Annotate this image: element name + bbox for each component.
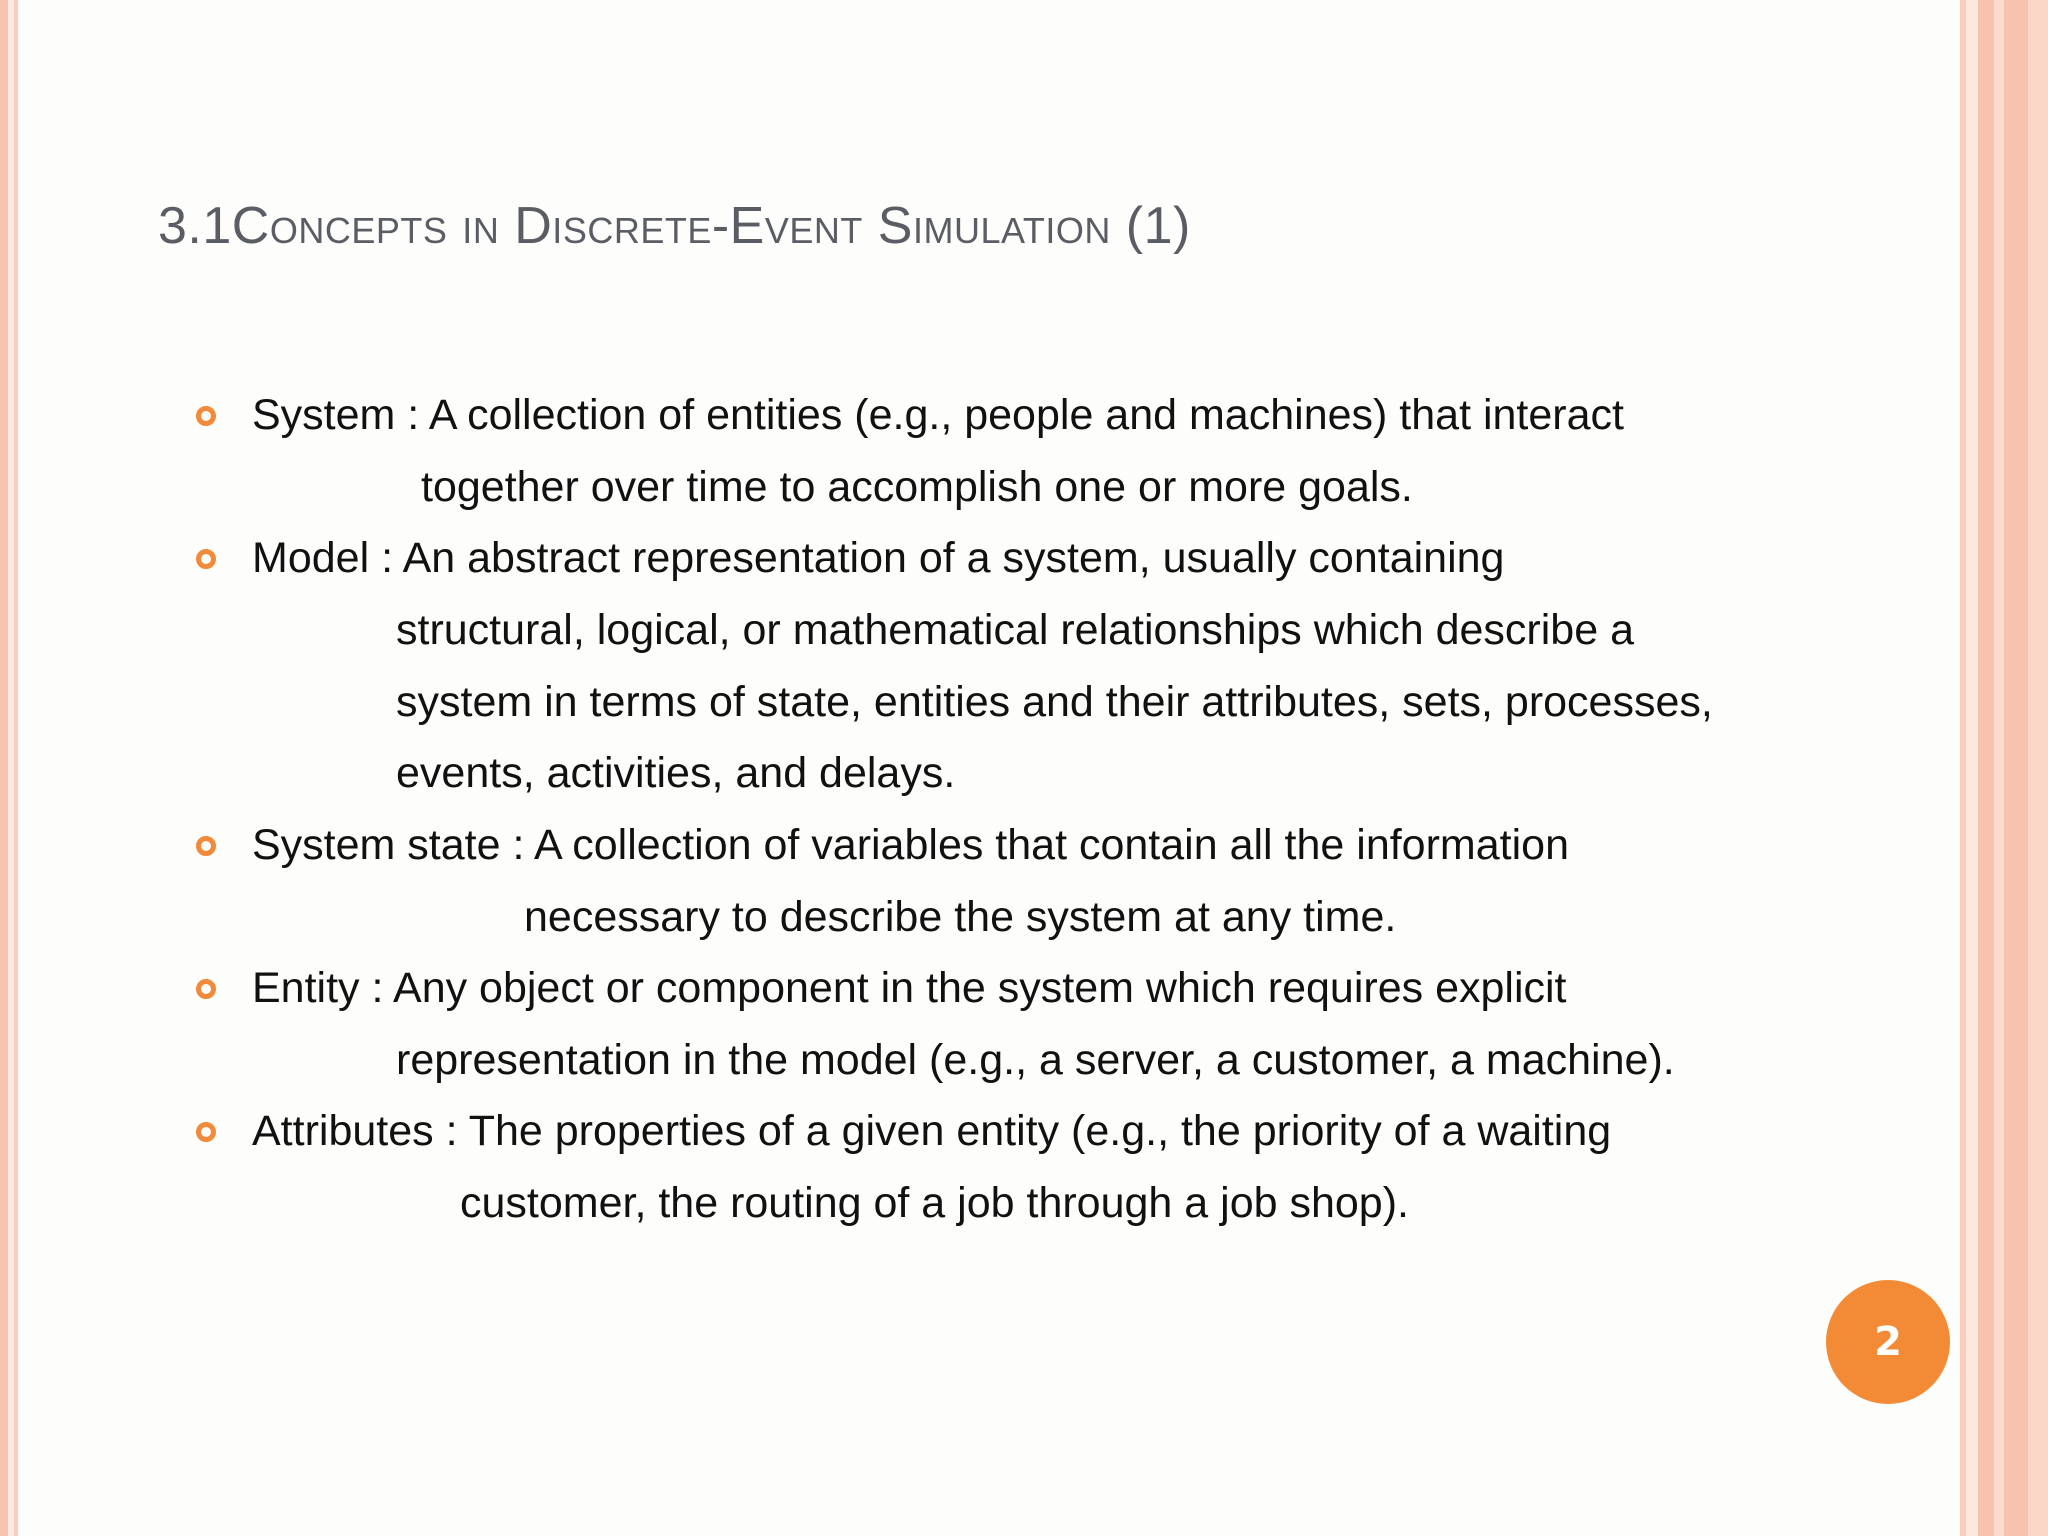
bullet-line: together over time to accomplish one or more goals. xyxy=(421,463,1413,511)
bullet-line: customer, the routing of a job through a job shop). xyxy=(460,1179,1409,1227)
bullet-icon xyxy=(196,549,216,569)
bullet-line: Attributes : The properties of a given entity (e.g., the priority of a waiting xyxy=(252,1107,1612,1155)
bullet-icon xyxy=(196,1122,216,1142)
bullet-icon xyxy=(196,836,216,856)
bullet-line: Model : An abstract representation of a system, usually containing xyxy=(252,534,1505,582)
slide-title: 3.1Concepts in Discrete-Event Simulation (1) xyxy=(158,197,1191,255)
bullet-line: representation in the model (e.g., a server, a customer, a machine). xyxy=(396,1036,1675,1084)
bullet-line: System : A collection of entities (e.g., people and machines) that interact xyxy=(252,391,1624,439)
bullet-line: Entity : Any object or component in the system which requires explicit xyxy=(252,964,1567,1012)
bullet-line: System state : A collection of variables that contain all the information xyxy=(252,821,1569,869)
bullet-line: events, activities, and delays. xyxy=(396,749,956,797)
bullet-icon xyxy=(196,406,216,426)
bullet-icon xyxy=(196,979,216,999)
bullet-line: necessary to describe the system at any time. xyxy=(524,893,1397,941)
bullet-line: structural, logical, or mathematical relationships which describe a xyxy=(396,606,1634,654)
page-number-badge: 2 xyxy=(1826,1280,1950,1404)
bullet-line: system in terms of state, entities and their attributes, sets, processes, xyxy=(396,678,1713,726)
